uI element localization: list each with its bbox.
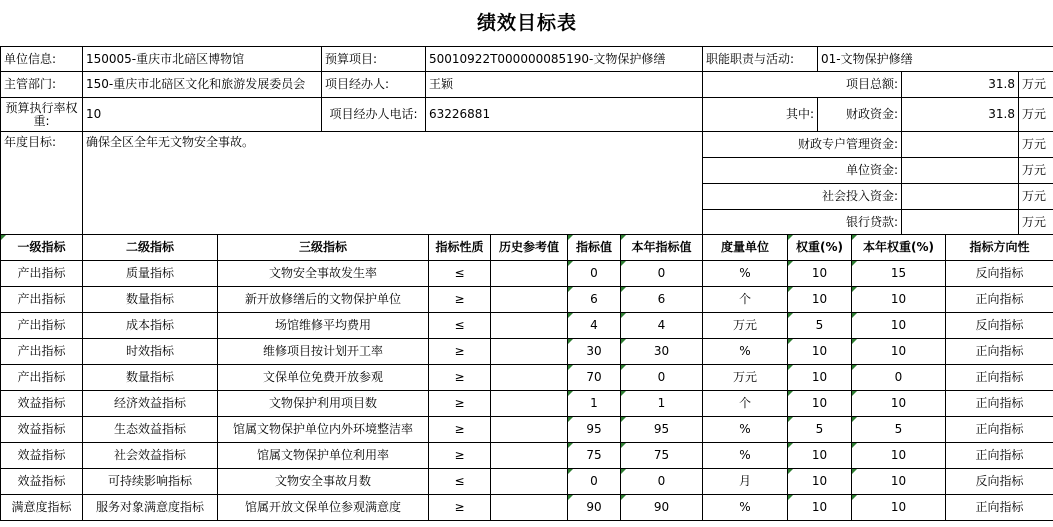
indicator-year-weight: 10 [852,287,946,313]
indicator-year-weight: 5 [852,417,946,443]
social-fund-value [902,184,1019,210]
indicator-nature: ≤ [429,469,491,495]
table-row [1,365,1053,391]
total-value: 31.8 [902,72,1019,98]
indicator-l2: 数量指标 [83,365,218,391]
table-row [1,339,1053,365]
indicator-year-value: 90 [621,495,703,521]
indicator-nature: ≥ [429,495,491,521]
indicator-weight: 10 [788,469,852,495]
indicator-direction: 正向指标 [946,287,1053,313]
loan-unit: 万元 [1019,210,1053,235]
indicator-unit: % [703,261,788,287]
table-row [1,495,1053,521]
manager-label: 项目经办人: [322,72,426,98]
indicator-unit: 万元 [703,365,788,391]
col-header-l3: 三级指标 [218,235,429,261]
col-header-year-weight: 本年权重(%) [852,235,946,261]
indicator-l1: 满意度指标 [1,495,83,521]
indicator-l1: 产出指标 [1,287,83,313]
indicator-l2: 数量指标 [83,287,218,313]
indicator-year-value: 95 [621,417,703,443]
indicator-l2: 质量指标 [83,261,218,287]
page-title: 绩效目标表 [1,0,1053,47]
indicator-year-value: 6 [621,287,703,313]
indicator-direction: 反向指标 [946,313,1053,339]
table-row [1,417,1053,443]
indicator-direction: 正向指标 [946,417,1053,443]
special-fund-unit: 万元 [1019,132,1053,158]
indicator-history [491,495,568,521]
exec-rate-value: 10 [83,98,322,132]
col-header-weight: 权重(%) [788,235,852,261]
loan-label: 银行贷款: [703,210,902,235]
indicator-l3: 文物保护利用项目数 [218,391,429,417]
indicator-unit: % [703,443,788,469]
fiscal-label: 财政资金: [818,98,902,132]
indicator-year-value: 4 [621,313,703,339]
indicator-value: 90 [568,495,621,521]
indicator-l1: 效益指标 [1,391,83,417]
indicator-value: 0 [568,261,621,287]
indicator-history [491,365,568,391]
indicator-unit: % [703,495,788,521]
indicator-year-value: 30 [621,339,703,365]
indicator-direction: 反向指标 [946,261,1053,287]
indicator-direction: 正向指标 [946,365,1053,391]
col-header-unit: 度量单位 [703,235,788,261]
indicator-value: 1 [568,391,621,417]
indicator-year-weight: 10 [852,313,946,339]
indicator-history [491,469,568,495]
function-label: 职能职责与活动: [703,47,818,72]
unit-label: 单位信息: [1,47,83,72]
indicator-history [491,339,568,365]
indicator-value: 30 [568,339,621,365]
indicator-nature: ≥ [429,339,491,365]
indicator-value: 95 [568,417,621,443]
indicator-year-weight: 10 [852,495,946,521]
indicator-l1: 产出指标 [1,261,83,287]
indicator-l3: 文保单位免费开放参观 [218,365,429,391]
col-header-value: 指标值 [568,235,621,261]
indicator-nature: ≤ [429,313,491,339]
indicator-year-value: 0 [621,469,703,495]
dept-value: 150-重庆市北碚区文化和旅游发展委员会 [83,72,322,98]
indicator-value: 0 [568,469,621,495]
table-row [1,261,1053,287]
indicator-l1: 效益指标 [1,443,83,469]
indicator-weight: 10 [788,365,852,391]
indicator-weight: 10 [788,287,852,313]
indicator-history [491,261,568,287]
indicator-direction: 正向指标 [946,443,1053,469]
exec-rate-label: 预算执行率权重: [1,98,83,132]
indicator-l3: 场馆维修平均费用 [218,313,429,339]
indicator-l2: 经济效益指标 [83,391,218,417]
indicator-l2: 可持续影响指标 [83,469,218,495]
indicator-direction: 正向指标 [946,391,1053,417]
indicator-l2: 生态效益指标 [83,417,218,443]
indicator-year-weight: 0 [852,365,946,391]
indicator-value: 6 [568,287,621,313]
indicator-unit: 月 [703,469,788,495]
indicator-value: 75 [568,443,621,469]
manager-value: 王颖 [426,72,703,98]
indicator-year-weight: 10 [852,339,946,365]
special-fund-value [902,132,1019,158]
indicator-l2: 服务对象满意度指标 [83,495,218,521]
indicator-history [491,417,568,443]
indicator-weight: 10 [788,443,852,469]
indicator-weight: 10 [788,261,852,287]
indicator-weight: 10 [788,495,852,521]
indicator-year-weight: 10 [852,443,946,469]
special-fund-label: 财政专户管理资金: [703,132,902,158]
indicator-weight: 5 [788,313,852,339]
social-fund-unit: 万元 [1019,184,1053,210]
dept-label: 主管部门: [1,72,83,98]
indicator-l3: 馆属文物保护单位利用率 [218,443,429,469]
unit-value: 150005-重庆市北碚区博物馆 [83,47,322,72]
indicator-l2: 成本指标 [83,313,218,339]
indicator-l1: 效益指标 [1,469,83,495]
indicator-history [491,443,568,469]
table-row [1,443,1053,469]
indicator-unit: % [703,417,788,443]
unit-fund-unit: 万元 [1019,158,1053,184]
indicator-year-value: 75 [621,443,703,469]
info-table [0,0,1053,235]
indicator-year-value: 0 [621,365,703,391]
col-header-nature: 指标性质 [429,235,491,261]
indicator-weight: 5 [788,417,852,443]
table-row [1,287,1053,313]
budget-item-value: 50010922T000000085190-文物保护修缮 [426,47,703,72]
indicator-value: 70 [568,365,621,391]
indicator-year-weight: 10 [852,391,946,417]
indicator-nature: ≥ [429,443,491,469]
indicator-unit: 个 [703,287,788,313]
unit-fund-label: 单位资金: [703,158,902,184]
indicator-unit: 个 [703,391,788,417]
col-header-direction: 指标方向性 [946,235,1053,261]
indicator-direction: 反向指标 [946,469,1053,495]
table-row [1,391,1053,417]
goal-label: 年度目标: [1,132,83,235]
indicator-unit: % [703,339,788,365]
indicator-l3: 馆属文物保护单位内外环境整洁率 [218,417,429,443]
indicator-l1: 产出指标 [1,365,83,391]
social-fund-label: 社会投入资金: [703,184,902,210]
table-row [1,469,1053,495]
indicator-history [491,391,568,417]
indicator-unit: 万元 [703,313,788,339]
indicator-year-weight: 15 [852,261,946,287]
indicator-nature: ≥ [429,365,491,391]
indicator-rows [1,261,1053,521]
indicator-weight: 10 [788,339,852,365]
indicator-history [491,313,568,339]
indicator-l2: 时效指标 [83,339,218,365]
indicator-l1: 产出指标 [1,339,83,365]
total-unit: 万元 [1019,72,1053,98]
among-label: 其中: [703,98,818,132]
indicator-l3: 文物安全事故月数 [218,469,429,495]
col-header-l1: 一级指标 [1,235,83,261]
indicator-direction: 正向指标 [946,339,1053,365]
indicator-l3: 文物安全事故发生率 [218,261,429,287]
unit-fund-value [902,158,1019,184]
indicator-l3: 馆属开放文保单位参观满意度 [218,495,429,521]
function-value: 01-文物保护修缮 [818,47,1053,72]
indicator-nature: ≥ [429,287,491,313]
indicator-nature: ≥ [429,391,491,417]
total-label: 项目总额: [703,72,902,98]
indicator-l2: 社会效益指标 [83,443,218,469]
col-header-history: 历史参考值 [491,235,568,261]
table-row [1,313,1053,339]
indicator-l3: 维修项目按计划开工率 [218,339,429,365]
indicator-year-value: 1 [621,391,703,417]
indicator-l1: 产出指标 [1,313,83,339]
col-header-l2: 二级指标 [83,235,218,261]
indicator-year-weight: 10 [852,469,946,495]
loan-value [902,210,1019,235]
indicator-direction: 正向指标 [946,495,1053,521]
indicator-year-value: 0 [621,261,703,287]
indicator-l3: 新开放修缮后的文物保护单位 [218,287,429,313]
indicator-nature: ≤ [429,261,491,287]
fiscal-unit: 万元 [1019,98,1053,132]
indicator-table [0,234,1053,521]
indicator-value: 4 [568,313,621,339]
col-header-year-value: 本年指标值 [621,235,703,261]
budget-item-label: 预算项目: [322,47,426,72]
fiscal-value: 31.8 [902,98,1019,132]
phone-value: 63226881 [426,98,703,132]
phone-label: 项目经办人电话: [322,98,426,132]
indicator-history [491,287,568,313]
indicator-nature: ≥ [429,417,491,443]
indicator-weight: 10 [788,391,852,417]
goal-value: 确保全区全年无文物安全事故。 [83,132,703,235]
indicator-l1: 效益指标 [1,417,83,443]
